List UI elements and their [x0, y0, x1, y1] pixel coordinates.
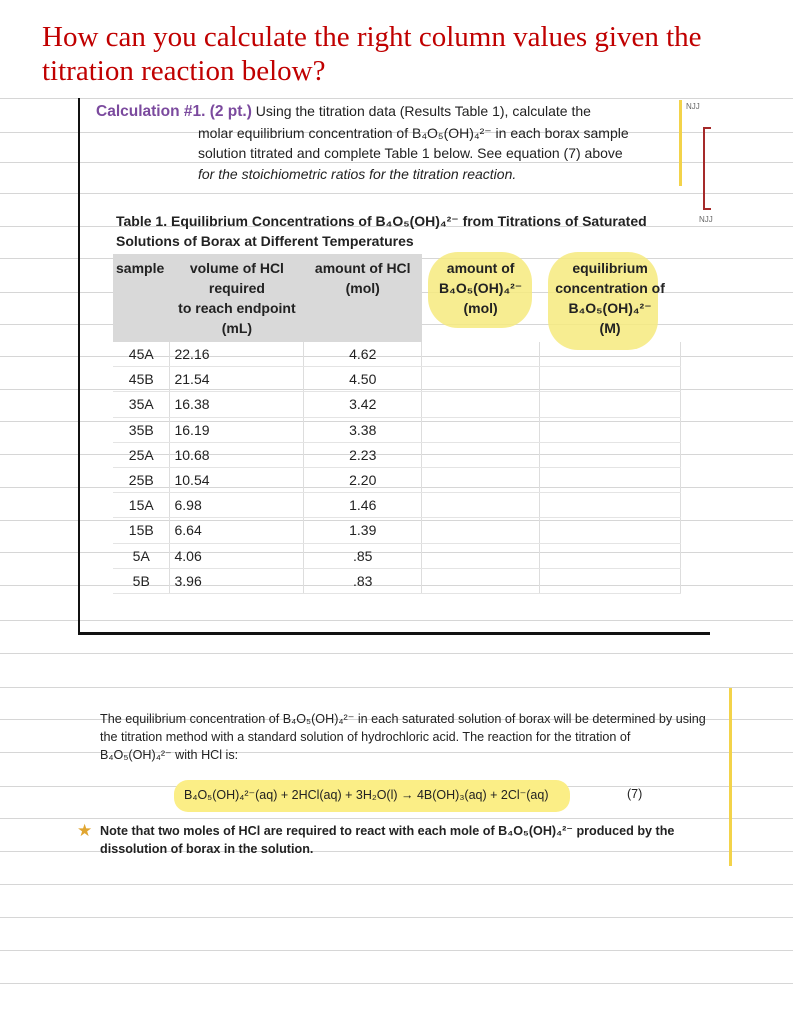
cell-concentration[interactable] — [540, 442, 681, 467]
cell-sample: 5A — [113, 543, 170, 568]
table-title-line-1: Table 1. Equilibrium Concentrations of B₄O₅(OH)₄²⁻ from Titrations of Saturated — [116, 213, 647, 229]
equation-number: (7) — [627, 787, 643, 801]
cell-amount-hcl: 4.62 — [304, 342, 422, 367]
cell-amount-borate[interactable] — [422, 493, 540, 518]
cell-volume: 16.38 — [170, 392, 304, 417]
cell-concentration[interactable] — [540, 493, 681, 518]
star-icon: ★ — [77, 821, 93, 840]
cell-concentration[interactable] — [540, 392, 681, 417]
intro-line-3: B₄O₅(OH)₄²⁻ with HCl is: — [100, 748, 239, 762]
table-row — [113, 467, 681, 492]
cell-sample: 5B — [113, 568, 170, 593]
cell-amount-hcl: .83 — [304, 568, 422, 593]
calculation-line-4: for the stoichiometric ratios for the titration reaction. — [198, 165, 517, 182]
cell-amount-borate[interactable] — [422, 568, 540, 593]
cell-sample: 15B — [113, 518, 170, 543]
cell-amount-hcl: 4.50 — [304, 367, 422, 392]
cell-concentration[interactable] — [540, 342, 681, 367]
calculation-heading: Calculation #1. (2 pt.) — [96, 103, 252, 120]
table-row — [113, 442, 681, 467]
table-title — [116, 211, 676, 251]
margin-initials-1: NJJ — [686, 102, 700, 111]
cell-sample: 35A — [113, 392, 170, 417]
table-row — [113, 518, 681, 543]
cell-amount-hcl: 2.20 — [304, 467, 422, 492]
cell-sample: 25B — [113, 467, 170, 492]
note-line-2: dissolution of borax in the solution. — [100, 842, 314, 856]
cell-amount-borate[interactable] — [422, 342, 540, 367]
equilibrium-table — [113, 254, 681, 594]
cell-amount-hcl: 3.42 — [304, 392, 422, 417]
cell-volume: 6.64 — [170, 518, 304, 543]
cell-amount-hcl: 1.39 — [304, 518, 422, 543]
note-line-1: Note that two moles of HCl are required to react with each mole of B₄O₅(OH)₄²⁻ produced by the — [100, 824, 675, 838]
intro-line-1: The equilibrium concentration of B₄O₅(OH)₄²⁻ in each saturated solution of borax will be determined by using — [100, 712, 706, 726]
cell-concentration[interactable] — [540, 568, 681, 593]
frame-bottom-border — [78, 632, 710, 635]
calculation-instructions — [96, 101, 668, 184]
table-row — [113, 367, 681, 392]
margin-yellow-bar-top — [679, 100, 682, 186]
cell-concentration[interactable] — [540, 543, 681, 568]
cell-amount-borate[interactable] — [422, 367, 540, 392]
cell-amount-borate[interactable] — [422, 543, 540, 568]
cell-concentration[interactable] — [540, 518, 681, 543]
calculation-line-2: molar equilibrium concentration of B₄O₅(OH)₄²⁻ in each borax sample — [198, 124, 629, 141]
cell-amount-hcl: .85 — [304, 543, 422, 568]
cell-amount-borate[interactable] — [422, 467, 540, 492]
titration-intro — [100, 710, 724, 764]
stoichiometry-note — [100, 822, 700, 858]
cell-volume: 10.54 — [170, 467, 304, 492]
table-header-row — [113, 254, 681, 342]
frame-left-border — [78, 98, 80, 634]
margin-red-bracket — [703, 127, 711, 210]
cell-volume: 10.68 — [170, 442, 304, 467]
question-title: How can you calculate the right column values given the titration reaction below? — [42, 21, 702, 87]
header-sample: sample — [113, 254, 170, 342]
table-row — [113, 543, 681, 568]
cell-concentration[interactable] — [540, 417, 681, 442]
cell-amount-hcl: 2.23 — [304, 442, 422, 467]
margin-yellow-bar-bottom — [729, 688, 732, 866]
cell-volume: 6.98 — [170, 493, 304, 518]
table-row — [113, 493, 681, 518]
cell-concentration[interactable] — [540, 467, 681, 492]
header-amount-hcl: amount of HCl (mol) — [304, 254, 422, 342]
cell-sample: 35B — [113, 417, 170, 442]
cell-amount-hcl: 1.46 — [304, 493, 422, 518]
table-row — [113, 568, 681, 593]
calculation-line-1: Using the titration data (Results Table 1), calculate the — [255, 103, 591, 119]
table-row — [113, 417, 681, 442]
cell-concentration[interactable] — [540, 367, 681, 392]
header-volume: volume of HCl required to reach endpoint (mL) — [170, 254, 304, 342]
cell-sample: 45B — [113, 367, 170, 392]
cell-sample: 25A — [113, 442, 170, 467]
cell-volume: 21.54 — [170, 367, 304, 392]
cell-volume: 4.06 — [170, 543, 304, 568]
header-concentration: equilibrium concentration of B₄O₅(OH)₄²⁻ (M) — [555, 260, 665, 336]
header-amount-borate: amount of B₄O₅(OH)₄²⁻ (mol) — [439, 260, 523, 316]
cell-sample: 15A — [113, 493, 170, 518]
cell-volume: 16.19 — [170, 417, 304, 442]
cell-amount-borate[interactable] — [422, 442, 540, 467]
table-title-line-2: Solutions of Borax at Different Temperatures — [116, 233, 414, 249]
cell-amount-hcl: 3.38 — [304, 417, 422, 442]
cell-volume: 3.96 — [170, 568, 304, 593]
cell-amount-borate[interactable] — [422, 392, 540, 417]
cell-amount-borate[interactable] — [422, 518, 540, 543]
cell-volume: 22.16 — [170, 342, 304, 367]
cell-amount-borate[interactable] — [422, 417, 540, 442]
cell-sample: 45A — [113, 342, 170, 367]
table-row — [113, 342, 681, 367]
calculation-line-3: solution titrated and complete Table 1 below. See equation (7) above — [198, 145, 623, 161]
titration-equation: B₄O₅(OH)₄²⁻(aq) + 2HCl(aq) + 3H₂O(l) → 4B(OH)₃(aq) + 2Cl⁻(aq) — [184, 788, 549, 802]
margin-initials-2: NJJ — [699, 215, 713, 224]
table-row — [113, 392, 681, 417]
intro-line-2: the titration method with a standard solution of hydrochloric acid. The reaction for the titration of — [100, 730, 631, 744]
